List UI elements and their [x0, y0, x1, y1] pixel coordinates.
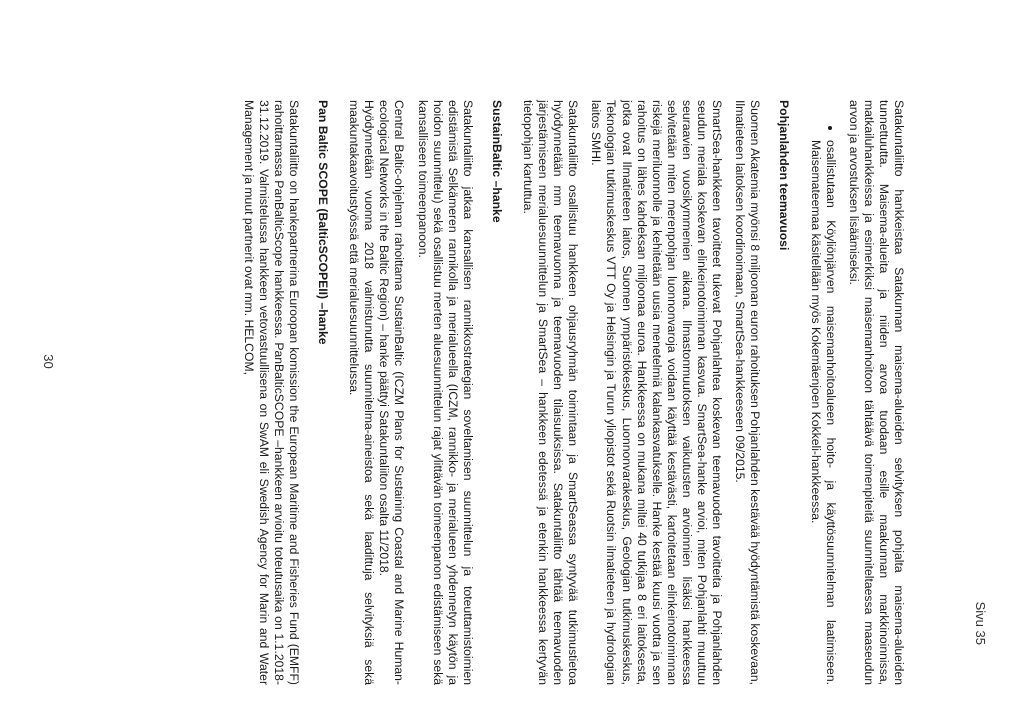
pohjanlahti-paragraph-2: SmartSea-hankkeen tavoitteet tukevat Pohjanlahtea koskevan teemavuoden tavoitteita ja Pohjanlahden seudun meriala koskevan elinkeinotoiminnan kasvua. SmartSea-hanke arvioi, miten Pohjanlahti muuttuu seuraavien vuosikymmenien aikana. Ilmastonmuutoksen vaikutusten arvioinnien lisäksi hankkeessa selvitetään miten merenpohjan luonnonvaroja voidaan käyttää kestävästi, kartoitetaan elinkeinotoiminnan riskejä meriluonnolle ja kehitetään uusia menetelmiä kalankasvatukselle. Hanke kestää kuusi vuotta ja sen rahoitus on lähes kahdeksan miljoonaa euroa. Hankkeessa on mukana miltei 40 tutkijaa 8 eri laitoksesta, jotka ovat Ilmatieteen laitos, Suomen ympäristökeskus, Luonnonvarakeskus, Geologian tutkimuskeskus, Teknologian tutkimuskeskus VTT Oy ja Helsingin ja Turun yliopistot sekä Ruotsin ilmatieteen ja hydrologian laitos SMHI.: [589, 100, 725, 685]
pohjanlahti-paragraph-1: Suomen Akatemia myönsi 8 miljoonan euron rahoituksen Pohjanlahden kestävää hyödyntämistä koskevaan, Ilmatieteen laitoksen koordinoimaan, SmartSea-hankkeeseen 09/2015.: [733, 100, 763, 685]
pohjanlahti-paragraph-3: Satakuntaliitto osallistuu hankkeen ohjausryhmän toimintaan ja SmartSeassa syntyvää tutkimustietoa hyödynnetään mm teemavuonna ja teemavuoden tilaisuuksissa. Satakuntaliitto tähtää teemavuoden järjestämiseen merialuesuunnittelun ja SmartSea – hankkeen edetessä ja etenkin hankkeessa kertyvän tietopohjan kartuttua.: [521, 100, 581, 685]
page-number: 30: [41, 354, 56, 369]
heading-sustainbaltic: SustainBaltic –hanke: [489, 100, 504, 223]
heading-pohjanlahti: Pohjanlahden teemavuosi: [777, 100, 792, 251]
page-label: Sivu 35: [973, 601, 988, 645]
heading-panbaltic: Pan Baltic SCOPE (BalticSCOPEII) –hanke: [316, 100, 331, 345]
panbaltic-paragraph-1: Satakuntaliitto on hankepartnerina Euroopan komission the European Maritime and Fisheries Fund (EMFF) rahoittamassa PanBalticScope hankkeessa. PanBalticSCOPE –hankkeen arvioitu toteutusaika on 1.1.2018-31.12.2019. Valmistelussa hankkeen vetovastuullisena on SwAM eli Swedish Agency for Marin and Water Management ja muut partnerit ovat mm. HELCOM,: [241, 100, 301, 685]
intro-paragraph: Satakuntaliitto hankkeistaa Satakunnan maisema-alueiden selvityksen pohjalta maisema-alueiden tunnettuutta. Maisema-alueita ja niiden arvoa tuodaan esille maakunnan markkinoinnissa, matkailuhankkeissa ja esimerkiksi maisemanhoitoon tähtäävä toimenpiteitä suunniteltaessa maaseudun arvon ja arvostuksen lisäämiseksi.: [846, 100, 906, 685]
sustainbaltic-paragraph-3: Hyödynnetään vuonna 2018 valmistunutta suunnitelma-aineistoa sekä laadittuja selvityksiä sekä maakuntakaavoitustyössä että merialuesuunnittelussa.: [347, 100, 377, 685]
intro-bullet-list: [807, 100, 837, 685]
document-body: [233, 100, 906, 685]
sustainbaltic-paragraph-2: Central Baltic-ohjelman rahoittama SustainBaltic (ICZM Plans for Sustaining Coastal and Marine Human-ecological Networks in the Baltic Region) – hanke päättyi Satakuntaliiton osalta 11/2018.: [377, 100, 407, 685]
sustainbaltic-paragraph-1: Satakuntaliitto jatkaa kansallisen rannikkostrategian soveltamisen suunnittelun ja toteuttamistoimien edistämistä Selkämeren rannikolla ja merialueella (ICZM, rannikko- ja merialueen yhdennetyn käytön ja hoidon suunnittelu) sekä osallistuu merten aluesuunnittelun rajat ylittävän toimeenpanon edistämiseen sekä kansalliseen toimeenpanoon.: [415, 100, 475, 685]
intro-bullet-item: • osallistutaan Köyliönjärven maisemanhoitoalueen hoito- ja käyttösuunnitelman laatimiseen. Maisemateemaa käsitellään myös Kokemäenjoen Kokkeli-hankkeessa.: [807, 140, 837, 685]
